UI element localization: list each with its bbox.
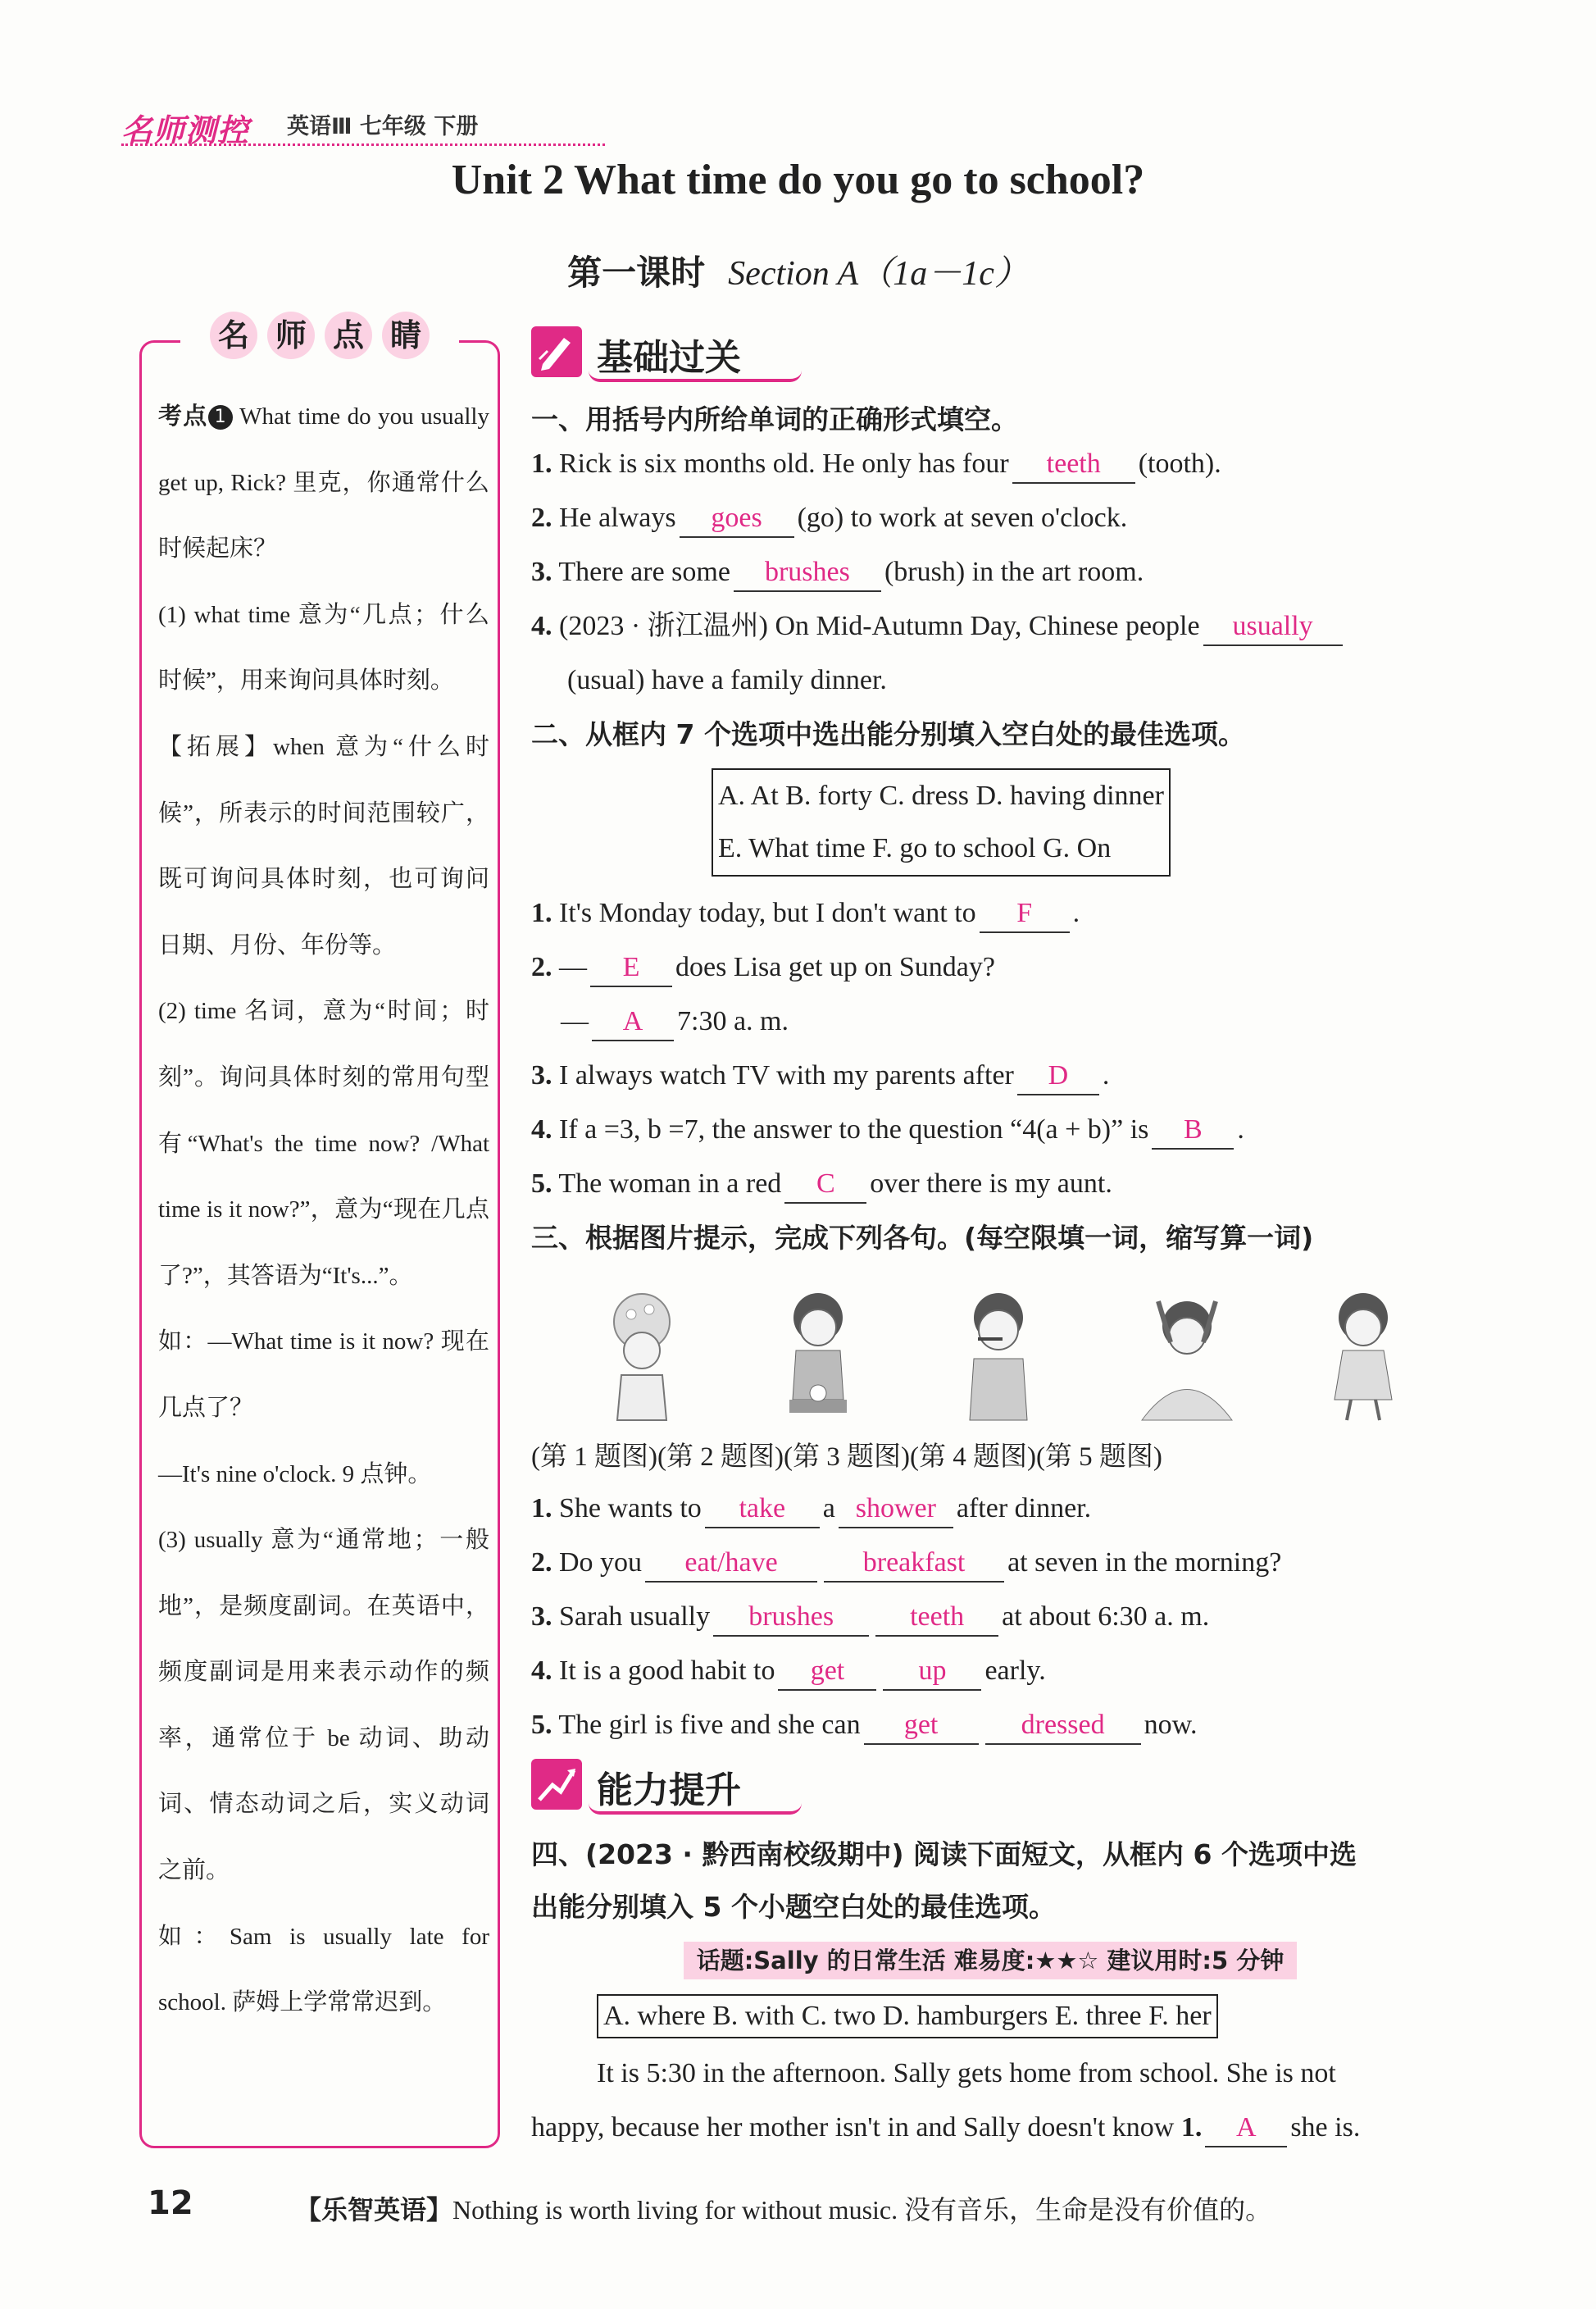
exercise-2 bbox=[531, 713, 1498, 1211]
section-underline bbox=[589, 1803, 802, 1815]
sidebar-p3: 【拓展】when 意为“什么时候”，所表示的时间范围较广，既可询问具体时刻，也可询问日期、月份、年份等。 bbox=[158, 733, 489, 959]
exercise-3-instruction: 三、根据图片提示，完成下列各句。(每空限填一词，缩写算一词) bbox=[531, 1222, 1314, 1254]
header-divider bbox=[121, 143, 605, 146]
question: 2. He always goes (go) to work at seven o'clock. bbox=[531, 491, 1498, 545]
sidebar-title-char: 名 bbox=[210, 312, 257, 359]
question: 1. She wants to take a shower after dinner. bbox=[531, 1482, 1498, 1536]
lesson-title-cn: 第一课时 bbox=[567, 253, 706, 293]
brushing-teeth-picture bbox=[945, 1285, 1052, 1424]
options-line: E. What time F. go to school G. On bbox=[718, 833, 1112, 863]
exercise-2-instruction: 二、从框内 7 个选项中选出能分别填入空白处的最佳选项。 bbox=[531, 718, 1245, 750]
options-box: A. where B. with C. two D. hamburgers E. three F. her bbox=[597, 1994, 1218, 2038]
answer-blank: teeth bbox=[1012, 446, 1135, 484]
question: 5. The girl is five and she can get dressed now. bbox=[531, 1698, 1498, 1752]
sidebar-title bbox=[180, 312, 459, 369]
section-underline bbox=[589, 371, 802, 382]
answer-blank: get bbox=[778, 1653, 876, 1691]
options-line: A. At B. forty C. dress D. having dinner bbox=[718, 781, 1164, 811]
answer-blank: up bbox=[883, 1653, 981, 1691]
footer-quote bbox=[295, 2189, 1271, 2227]
section-ability-label: 能力提升 bbox=[597, 1769, 741, 1811]
breakfast-picture bbox=[765, 1285, 871, 1424]
answer-blank: E bbox=[590, 950, 672, 987]
picture-captions bbox=[531, 1432, 1498, 1482]
question: 3. I always watch TV with my parents after D . bbox=[531, 1049, 1498, 1103]
picture-row bbox=[531, 1285, 1498, 1432]
sidebar-title-char: 睛 bbox=[382, 312, 430, 359]
answer-blank: get bbox=[864, 1707, 979, 1745]
question: 1. Rick is six months old. He only has four teeth (tooth). bbox=[531, 437, 1498, 491]
answer-blank: D bbox=[1017, 1058, 1099, 1095]
sidebar-p6: —It's nine o'clock. 9 点钟。 bbox=[158, 1460, 432, 1487]
answer-blank: shower bbox=[839, 1491, 953, 1528]
kaodian-number: 1 bbox=[208, 405, 233, 430]
question: 4. If a =3, b =7, the answer to the question “4(a + b)” is B . bbox=[531, 1103, 1498, 1157]
exercise-4 bbox=[531, 1829, 1498, 2155]
question: 1. It's Monday today, but I don't want to F . bbox=[531, 886, 1498, 940]
chart-rising-icon bbox=[531, 1759, 582, 1810]
question: 4. It is a good habit to get up early. bbox=[531, 1644, 1498, 1698]
sidebar-p1: What time do you usually get up, Rick? 里克，你通常什么时候起床？ bbox=[158, 403, 489, 562]
answer-blank: breakfast bbox=[824, 1545, 1004, 1583]
caption: (第 3 题图) bbox=[783, 1442, 910, 1472]
question: 2. — E does Lisa get up on Sunday? bbox=[531, 940, 1498, 995]
sidebar-p8: 如：Sam is usually late for school. 萨姆上学常常迟到。 bbox=[158, 1923, 489, 2016]
question: — A 7:30 a. m. bbox=[531, 995, 1498, 1049]
caption: (第 1 题图) bbox=[531, 1442, 657, 1472]
answer-blank: F bbox=[980, 895, 1070, 933]
caption: (第 5 题图) bbox=[1035, 1442, 1162, 1472]
exercise-1-instruction: 一、用括号内所给单词的正确形式填空。 bbox=[531, 403, 1018, 435]
lesson-title bbox=[0, 246, 1596, 295]
sidebar-title-char: 点 bbox=[325, 312, 372, 359]
exercise-4-instruction: 出能分别填入 5 个小题空白处的最佳选项。 bbox=[531, 1891, 1056, 1923]
page-number: 12 bbox=[148, 2184, 193, 2222]
unit-title: Unit 2 What time do you go to school? bbox=[451, 157, 1145, 203]
question: 3. There are some brushes (brush) in the art room. bbox=[531, 545, 1498, 599]
sidebar-title-char: 师 bbox=[267, 312, 315, 359]
exercise-3 bbox=[531, 1217, 1498, 1752]
question: 3. Sarah usually brushes teeth at about 6:30 a. m. bbox=[531, 1590, 1498, 1644]
kaodian-label: 考点 bbox=[158, 403, 208, 430]
answer-blank: brushes bbox=[713, 1599, 869, 1637]
shower-picture bbox=[589, 1285, 695, 1424]
answer-blank: take bbox=[705, 1491, 820, 1528]
answer-blank: dressed bbox=[985, 1707, 1141, 1745]
answer-blank: usually bbox=[1203, 608, 1343, 646]
getting-dressed-picture bbox=[1310, 1285, 1416, 1424]
sidebar-paragraph bbox=[158, 384, 489, 582]
question: 2. Do you eat/have breakfast at seven in the morning? bbox=[531, 1536, 1498, 1590]
sidebar-p5: 如：—What time is it now? 现在几点了？ bbox=[158, 1328, 489, 1421]
lesson-title-en: Section A（1a－1c） bbox=[728, 255, 1029, 293]
section-basic-header bbox=[531, 326, 826, 384]
passage-line: happy, because her mother isn't in and Sally doesn't know 1. A she is. bbox=[531, 2101, 1498, 2155]
section-basic-label: 基础过关 bbox=[597, 337, 741, 379]
question: 4. (2023 · 浙江温州) On Mid-Autumn Day, Chinese people usually bbox=[531, 599, 1498, 654]
sidebar-p2: (1) what time 意为“几点；什么时候”，用来询问具体时刻。 bbox=[158, 601, 489, 695]
subject-label: 英语Ⅲ 七年级 下册 bbox=[287, 114, 479, 139]
exercise-4-instruction: 四、(2023 · 黔西南校级期中) 阅读下面短文，从框内 6 个选项中选 bbox=[531, 1838, 1357, 1870]
pencil-icon bbox=[531, 326, 582, 377]
getting-up-picture bbox=[1134, 1285, 1240, 1424]
answer-blank: A bbox=[1205, 2110, 1287, 2147]
answer-blank: C bbox=[784, 1166, 866, 1204]
question-continuation: (usual) have a family dinner. bbox=[567, 665, 887, 695]
exercise-1 bbox=[531, 398, 1498, 708]
sidebar-p7: (3) usually 意为“通常地；一般地”，是频度副词。在英语中，频度副词是用来表示动作的频率，通常位于 be 动词、助动词、情态动词之后，实义动词之前。 bbox=[158, 1527, 489, 1884]
answer-blank: goes bbox=[680, 500, 794, 538]
answer-blank: brushes bbox=[734, 554, 881, 592]
caption: (第 4 题图) bbox=[909, 1442, 1036, 1472]
passage-line: It is 5:30 in the afternoon. Sally gets home from school. She is not bbox=[597, 2058, 1336, 2088]
footer-tag: 【乐智英语】 bbox=[295, 2194, 453, 2225]
question: 5. The woman in a red C over there is my aunt. bbox=[531, 1157, 1498, 1211]
caption: (第 2 题图) bbox=[657, 1442, 784, 1472]
answer-blank: A bbox=[592, 1004, 674, 1041]
sidebar-p4: (2) time 名词，意为“时间；时刻”。询问具体时刻的常用句型有“What's the time now? /What time is it now?”，意为“现在几点了?”，其答语为“It's...”。 bbox=[158, 998, 489, 1289]
sidebar-notes bbox=[158, 384, 489, 2036]
answer-blank: eat/have bbox=[645, 1545, 817, 1583]
options-box bbox=[712, 768, 1171, 877]
topic-bar: 话题:Sally 的日常生活 难易度:★★☆ 建议用时:5 分钟 bbox=[684, 1942, 1298, 1979]
answer-blank: teeth bbox=[875, 1599, 998, 1637]
answer-blank: B bbox=[1152, 1112, 1234, 1150]
footer-quote-text: Nothing is worth living for without music. 没有音乐，生命是没有价值的。 bbox=[452, 2195, 1272, 2225]
brand-logo: 名师测控 bbox=[121, 112, 250, 148]
section-ability-header bbox=[531, 1759, 826, 1816]
